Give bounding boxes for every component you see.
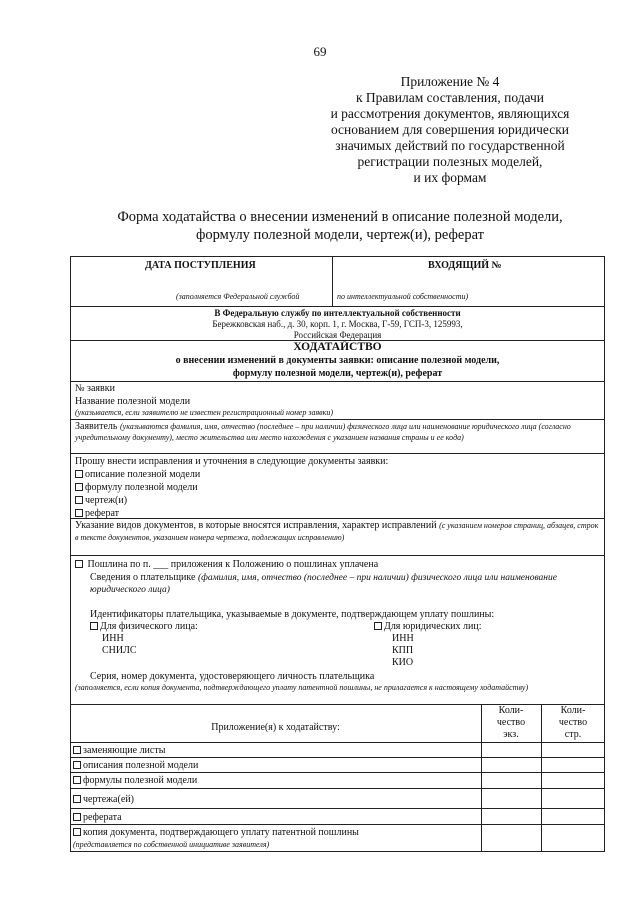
request-label: Прошу внести исправления и уточнения в следующие документы заявки: [75, 456, 389, 467]
attachment-row[interactable] [73, 794, 134, 806]
appendix-line: регистрации полезных моделей, [357, 154, 543, 169]
legal-line[interactable] [374, 621, 482, 633]
checkbox[interactable] [73, 795, 81, 803]
divider [70, 757, 605, 758]
form-title [60, 208, 620, 244]
address-line-2: Бережковская наб., д. 30, корп. 1, г. Москва, Г-59, ГСП-3, 125993, [212, 319, 463, 329]
attachment-row-label: чертежа(ей) [83, 794, 134, 805]
attachment-row[interactable] [73, 745, 165, 757]
attachment-row[interactable] [73, 760, 198, 772]
checkbox[interactable] [75, 483, 83, 491]
payer-ids-label: Идентификаторы плательщика, указываемые в документе, подтверждающем уплату пошлины: [90, 609, 495, 620]
divider [70, 824, 605, 825]
address-line-3: Российская Федерация [293, 330, 382, 340]
filled-by-note-left: (заполняется Федеральной службой [176, 292, 300, 301]
payer-label: Сведения о плательщике [90, 572, 196, 583]
attachment-row-label: заменяющие листы [83, 745, 166, 756]
fee-paid-label-b: приложения к Положению о пошлинах уплачена [170, 559, 379, 570]
attachment-row-label: копия документа, подтверждающего уплату патентной пошлины [83, 827, 359, 838]
page-number: 69 [313, 44, 327, 59]
date-received-label: ДАТА ПОСТУПЛЕНИЯ [145, 260, 256, 271]
payer-document-label: Серия, номер документа, удостоверяющего личность плательщика [90, 671, 375, 682]
appendix-line: значимых действий по государственной [335, 138, 565, 153]
copies-header-3: экз. [503, 729, 519, 740]
corrections-note: (с указанием номеров страниц, абзацев, строк в тексте документов, указанием номера чертежа, подлежащих исправлению) [75, 521, 599, 542]
individual-line[interactable] [90, 621, 198, 633]
application-number-label: № заявки [75, 383, 115, 394]
divider [70, 518, 605, 519]
individual-label: Для физического лица: [100, 621, 198, 632]
corrections-block [75, 520, 600, 543]
fee-paid-blank[interactable]: ___ [153, 559, 169, 570]
divider [70, 772, 605, 773]
incoming-number-label: ВХОДЯЩИЙ № [428, 260, 502, 271]
applicant-block [75, 421, 600, 443]
copies-header-1: Коли- [498, 705, 524, 716]
appendix-title: Приложение № 4 [400, 74, 500, 89]
pages-header-3: стр. [564, 729, 582, 740]
checkbox[interactable] [73, 761, 81, 769]
request-item-claims[interactable] [75, 482, 198, 494]
divider [70, 555, 605, 556]
divider [70, 381, 605, 382]
request-item-label: формулу полезной модели [85, 482, 198, 493]
address-line-1: В Федеральную службу по интеллектуальной собственности [214, 308, 461, 318]
attachment-row-label: описания полезной модели [83, 760, 199, 771]
divider [70, 419, 605, 420]
legal-id-inn: ИНН [392, 633, 414, 644]
appendix-header [300, 74, 600, 186]
individual-id-inn: ИНН [102, 633, 124, 644]
appendix-line: основанием для совершения юридически [330, 122, 570, 137]
request-item-label: реферат [85, 508, 120, 519]
checkbox[interactable] [75, 560, 83, 568]
checkbox[interactable] [75, 496, 83, 504]
attachments-header: Приложение(я) к ходатайству: [211, 722, 340, 733]
divider [70, 788, 605, 789]
checkbox[interactable] [73, 776, 81, 784]
legal-label: Для юридических лиц: [384, 621, 482, 632]
divider [70, 742, 605, 743]
payer-document-note: (заполняется, если копия документа, подтверждающего уплату патентной пошлины, не прилагается к настоящему ходатайству) [75, 683, 529, 692]
checkbox[interactable] [90, 622, 98, 630]
utility-model-name-note: (указывается, если заявителю не известен регистрационный номер заявки) [75, 408, 334, 417]
request-item-description[interactable] [75, 469, 200, 481]
divider [70, 808, 605, 809]
checkbox[interactable] [73, 746, 81, 754]
fee-paid-label-a: Пошлина по п. [87, 559, 151, 570]
appendix-line: и их формам [413, 170, 487, 185]
utility-model-name-label: Название полезной модели [75, 396, 191, 407]
applicant-note: (указываются фамилия, имя, отчество (последнее – при наличии) физического лица или наименование юридического лица (согласно учредительному документу), место жительства или место нахождения с указанием названия страны и ее кода) [75, 422, 571, 442]
attachment-row[interactable] [73, 775, 197, 787]
legal-id-kpp: КПП [392, 645, 414, 656]
form-title-line: Форма ходатайства о внесении изменений в описание полезной модели, [117, 209, 563, 225]
checkbox[interactable] [374, 622, 382, 630]
corrections-label: Указание видов документов, в которые вносятся исправления, характер исправлений [75, 520, 437, 531]
petition-subtitle-2: формулу полезной модели, чертеж(и), реферат [232, 368, 443, 379]
request-item-label: чертеж(и) [85, 495, 128, 506]
checkbox[interactable] [75, 509, 83, 517]
fee-paid-line[interactable] [75, 559, 378, 571]
appendix-line: к Правилам составления, подачи [355, 90, 545, 105]
payer-block [90, 572, 600, 596]
petition-title: ХОДАТАЙСТВО [293, 341, 382, 353]
attachment-row[interactable] [73, 812, 122, 824]
header-divider [332, 256, 333, 306]
individual-id-snils: СНИЛС [102, 645, 137, 656]
divider [70, 453, 605, 454]
request-item-drawings[interactable] [75, 495, 127, 507]
request-item-label: описание полезной модели [85, 469, 201, 480]
form-title-line: формулу полезной модели, чертеж(и), реферат [195, 227, 485, 243]
checkbox[interactable] [73, 813, 81, 821]
pages-header-1: Коли- [560, 705, 586, 716]
payer-note: (фамилия, имя, отчество (последнее – при наличии) физического лица или наименование юридического лица) [90, 573, 557, 595]
filled-by-note-right: по интеллектуальной собственности) [337, 292, 469, 301]
petition-subtitle-1: о внесении изменений в документы заявки: описание полезной модели, [175, 355, 500, 366]
attachment-row-label: формулы полезной модели [83, 775, 198, 786]
applicant-label: Заявитель [75, 421, 118, 432]
pages-header-2: чество [558, 717, 588, 728]
checkbox[interactable] [75, 470, 83, 478]
attachment-last-note: (представляется по собственной инициативе заявителя) [73, 840, 270, 849]
appendix-line: и рассмотрения документов, являющихся [330, 106, 570, 121]
attachment-row[interactable] [73, 827, 359, 839]
copies-header-2: чество [496, 717, 526, 728]
attachment-row-label: реферата [83, 812, 122, 823]
checkbox[interactable] [73, 828, 81, 836]
legal-id-kio: КИО [392, 657, 414, 668]
